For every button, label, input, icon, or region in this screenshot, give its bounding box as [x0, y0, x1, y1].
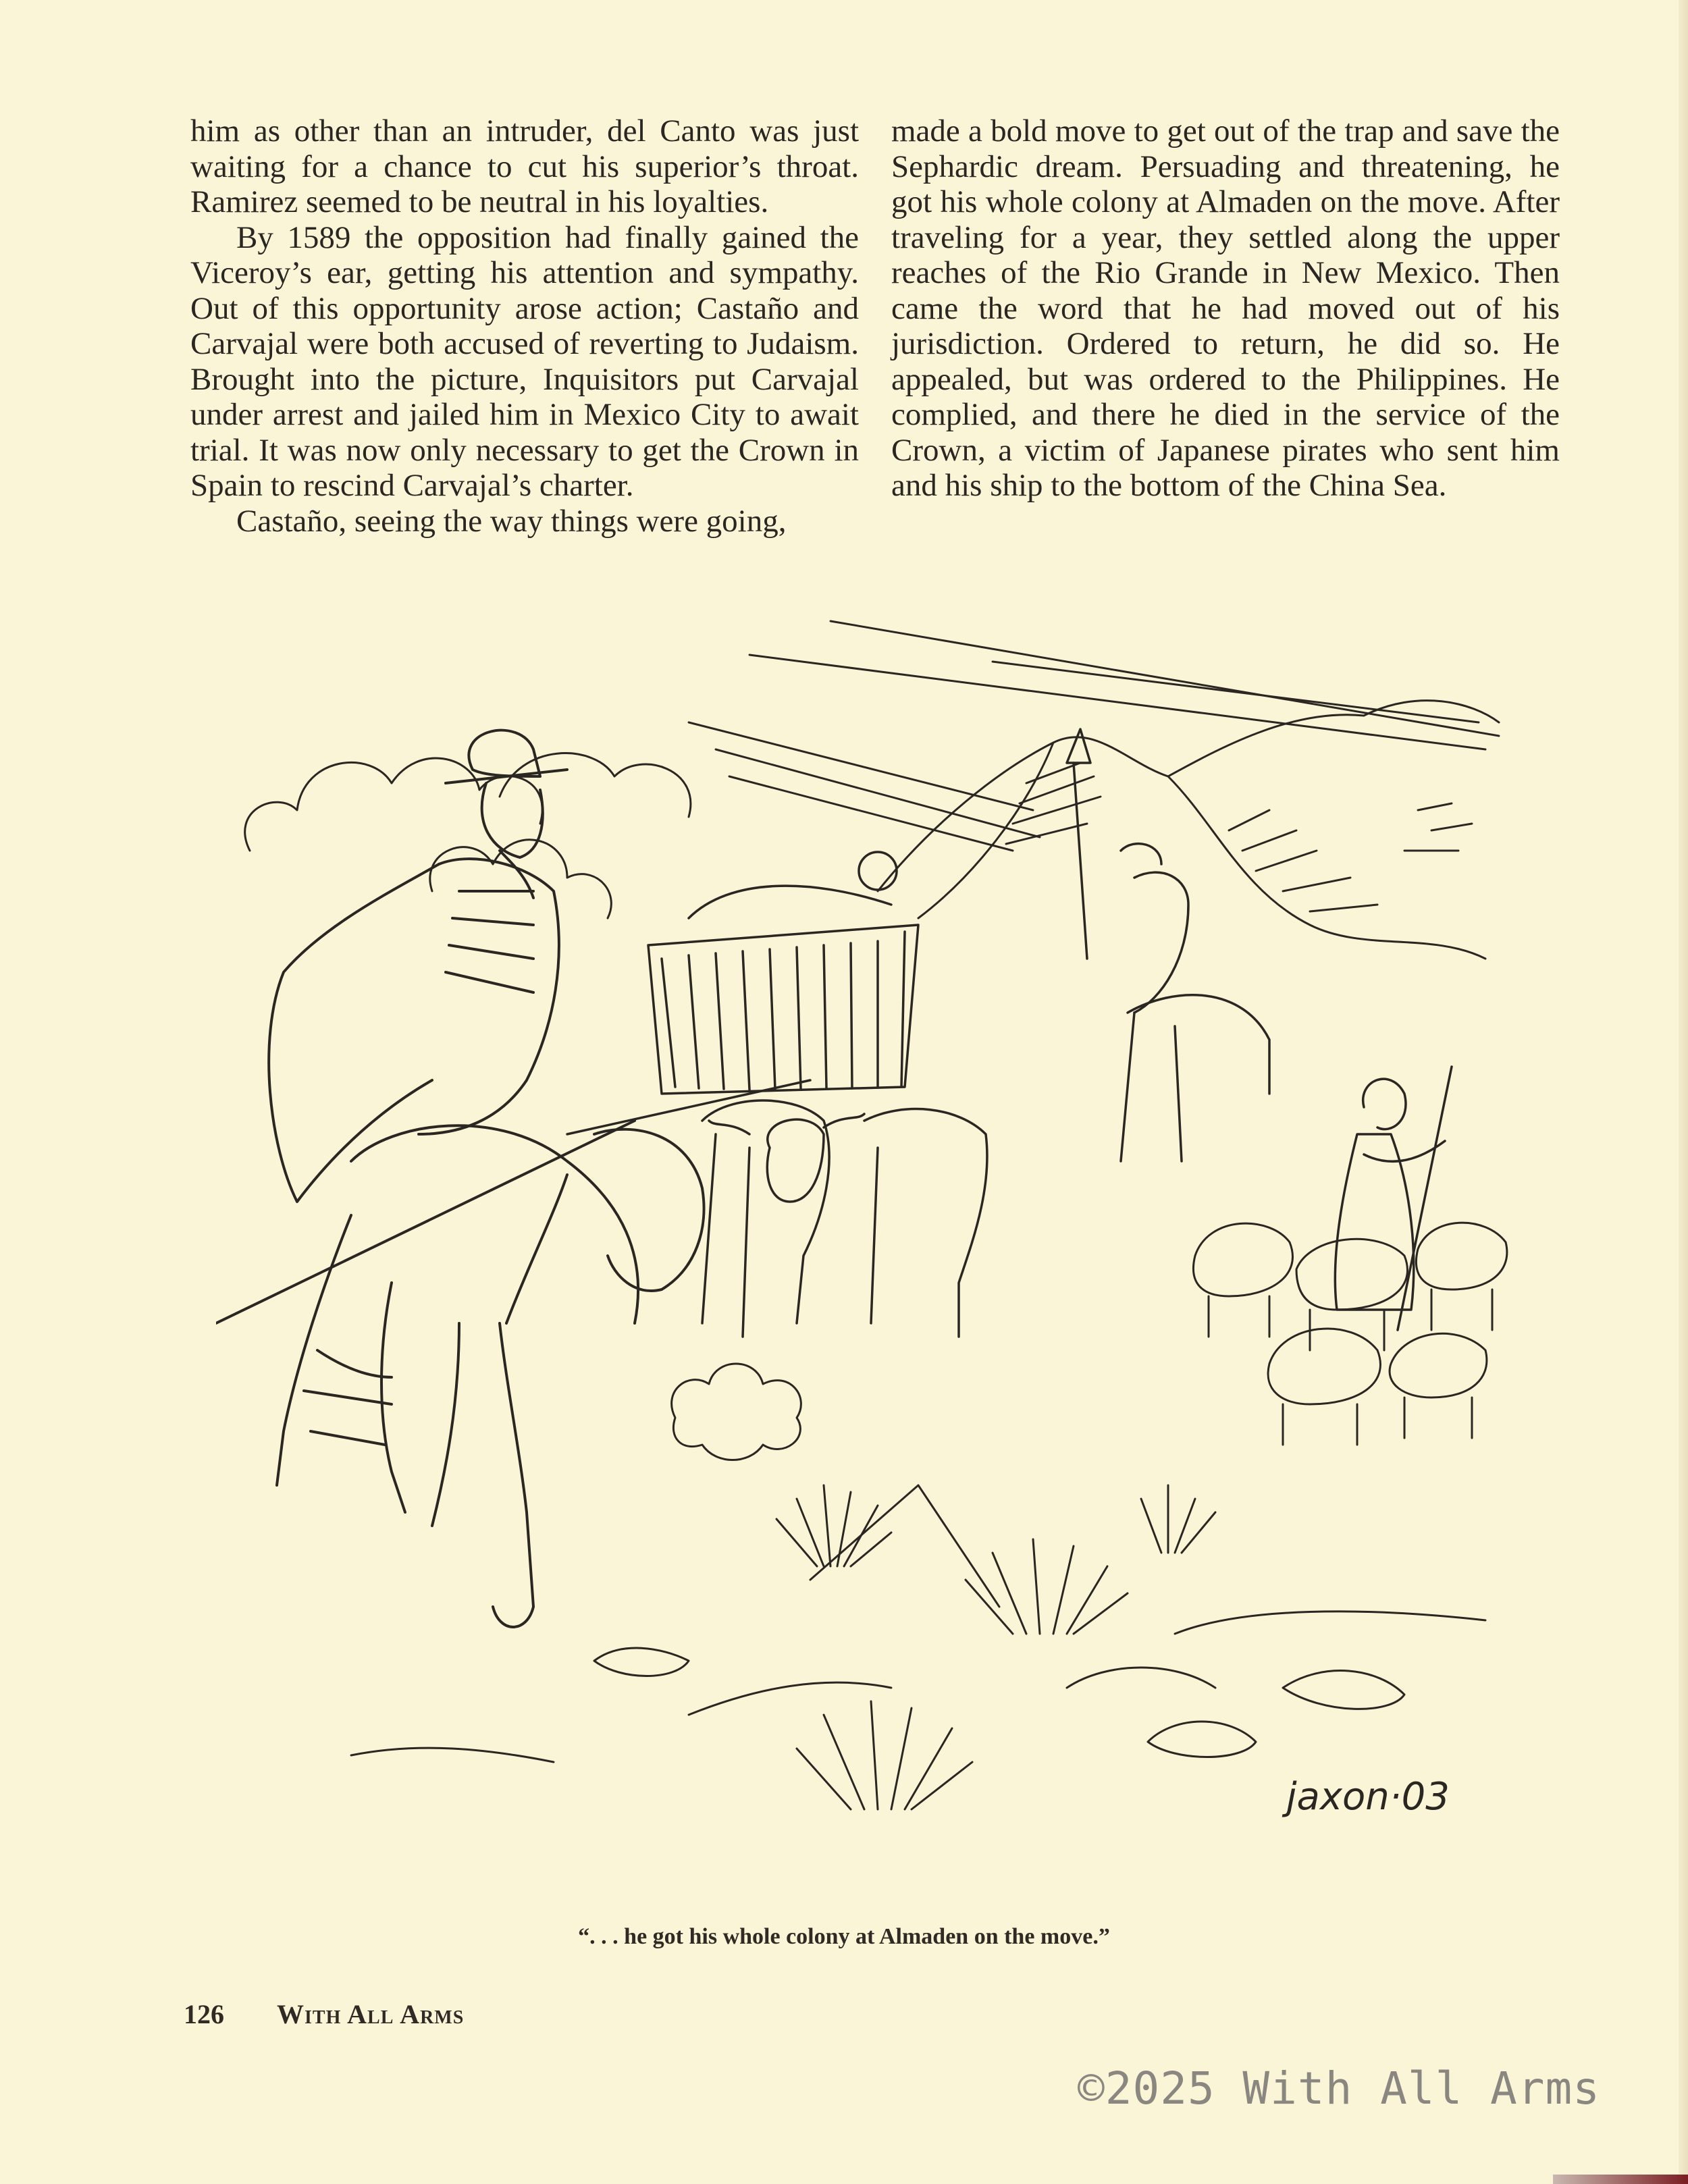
paragraph: him as other than an intruder, del Canto was just waiting for a chance to cut his superior’s throat. Ramirez seemed to be neutral in his loyalties. [190, 113, 859, 219]
illustration-caption: “. . . he got his whole colony at Almaden on the move.” [578, 1924, 1110, 1949]
left-text-column [190, 113, 859, 539]
oxen [702, 1100, 987, 1337]
mounted-conquistador [216, 730, 704, 1627]
page-footer [184, 1998, 464, 2030]
ox-cart [567, 852, 918, 1134]
artist-signature: jaxon·03 [1286, 1775, 1450, 1819]
running-title: With All Arms [277, 1999, 465, 2029]
page-edge [1679, 0, 1688, 2184]
copyright-watermark: ©2025 With All Arms [1078, 2062, 1600, 2114]
lancer [1067, 729, 1269, 1161]
page-edge [1553, 2175, 1688, 2184]
walking-woman [1335, 1067, 1452, 1330]
sky-hatching [689, 621, 1499, 851]
paragraph: Castaño, seeing the way things were going, [236, 503, 787, 539]
paragraph: made a bold move to get out of the trap and save the Sephardic dream. Persuading and threatening, he got his whole colony at Almaden on the move. After traveling for a year, they settled along the upper reaches of the Rio Grande in New Mexico. Then came the word that he had moved out of his jurisdiction. Ordered to return, he did so. He appealed, but was ordered to the Philippines. He complied, and there he died in the service of the Crown, a victim of Japanese pirates who sent him and his ship to the bottom of the China Sea. [891, 113, 1560, 503]
paragraph: By 1589 the opposition had finally gained the Viceroy’s ear, getting his attention and sympathy. Out of this opportunity arose action; Castaño and Carvajal were both accused of reverting to Judaism. Brought into the picture, Inquisitors put Carvajal under arrest and jailed him in Mexico City to await trial. It was now only necessary to get the Crown in Spain to rescind Carvajal’s charter. [190, 219, 859, 503]
dust-puff [672, 1364, 801, 1460]
right-text-column [891, 113, 1560, 504]
desert-shrubs [776, 1485, 1215, 1809]
clouds [245, 753, 691, 918]
page-number: 126 [184, 1999, 224, 2029]
pen-ink-illustration [216, 608, 1526, 1877]
sheep-flock [1193, 1223, 1506, 1445]
